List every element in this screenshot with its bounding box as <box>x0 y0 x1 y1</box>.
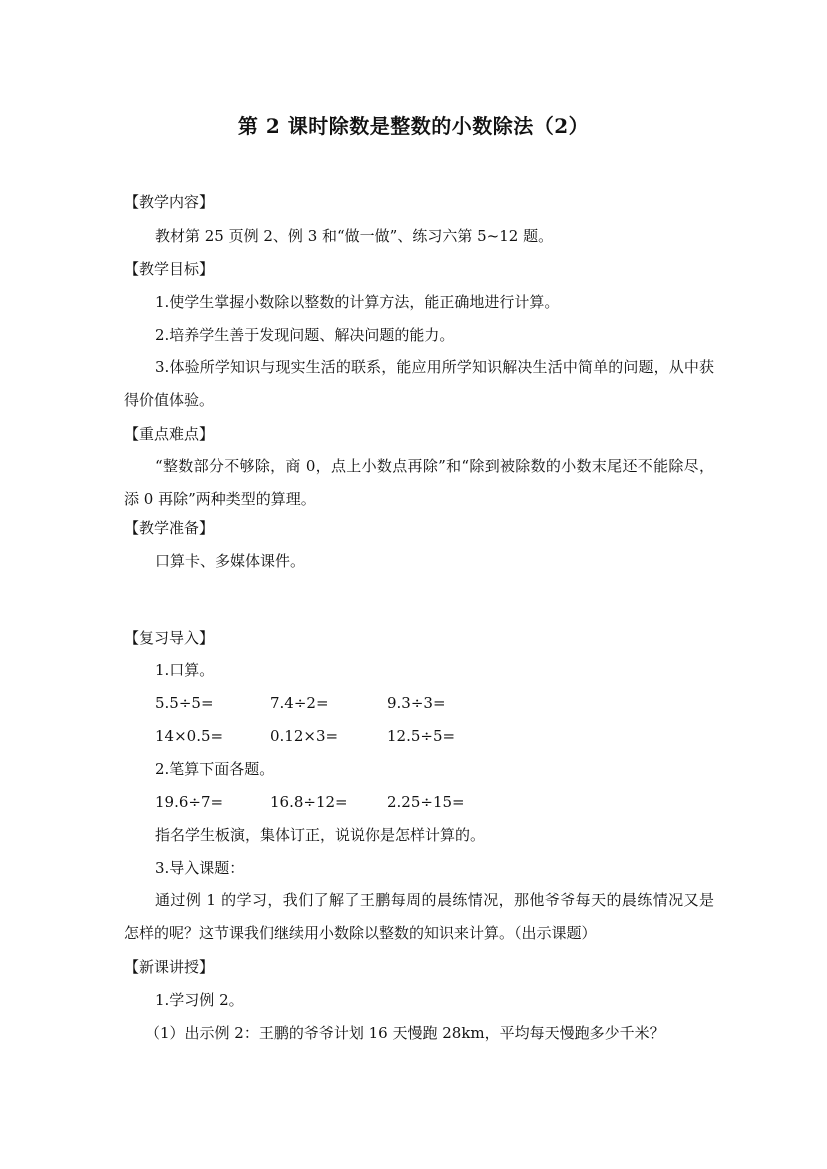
goal-1: 1.使学生掌握小数除以整数的计算方法，能正确地进行计算。 <box>155 293 560 311</box>
key-text: “整数部分不够除，商 0，点上小数点再除”和“除到被除数的小数末尾还不能除尽，添 0 再除”两种类型的算理。 <box>124 457 714 508</box>
oral-row-1 <box>155 693 507 713</box>
section-heading-key: 【重点难点】 <box>124 425 215 443</box>
calc-item: 12.5÷5= <box>387 727 456 745</box>
prep-text: 口算卡、多媒体课件。 <box>155 552 306 570</box>
board-text: 指名学生板演，集体订正，说说你是怎样计算的。 <box>155 826 486 844</box>
calc-item: 5.5÷5= <box>155 694 214 712</box>
example-text: （1）出示例 2：王鹏的爷爷计划 16 天慢跑 28km，平均每天慢跑多少千米？ <box>145 1024 665 1042</box>
calc-item: 16.8÷12= <box>270 793 348 811</box>
calc-item: 7.4÷2= <box>270 694 329 712</box>
section-heading-new: 【新课讲授】 <box>124 958 215 976</box>
written-label: 2.笔算下面各题。 <box>155 760 275 778</box>
intro-label: 3.导入课题： <box>155 859 245 877</box>
goal-3: 3.体验所学知识与现实生活的联系，能应用所学知识解决生活中简单的问题，从中获得价值体验。 <box>124 358 714 409</box>
calc-item: 2.25÷15= <box>387 793 465 811</box>
calc-item: 0.12×3= <box>270 727 339 745</box>
calc-item: 9.3÷3= <box>387 694 446 712</box>
goal-2: 2.培养学生善于发现问题、解决问题的能力。 <box>155 326 455 344</box>
intro-text: 通过例 1 的学习，我们了解了王鹏每周的晨练情况，那他爷爷每天的晨练情况又是怎样的呢？这节课我们继续用小数除以整数的知识来计算。（出示课题） <box>124 891 714 942</box>
section-heading-prep: 【教学准备】 <box>124 519 215 537</box>
calc-item: 14×0.5= <box>155 727 224 745</box>
oral-row-2 <box>155 726 507 746</box>
section-heading-content: 【教学内容】 <box>124 193 215 211</box>
written-row <box>155 792 507 812</box>
section-heading-goals: 【教学目标】 <box>124 260 215 278</box>
page-title: 第 2 课时除数是整数的小数除法（2） <box>237 114 590 138</box>
section-heading-review: 【复习导入】 <box>124 629 215 647</box>
calc-item: 19.6÷7= <box>155 793 224 811</box>
example-label: 1.学习例 2。 <box>155 991 244 1009</box>
oral-label: 1.口算。 <box>155 661 215 679</box>
content-text: 教材第 25 页例 2、例 3 和“做一做”、练习六第 5~12 题。 <box>155 227 554 245</box>
